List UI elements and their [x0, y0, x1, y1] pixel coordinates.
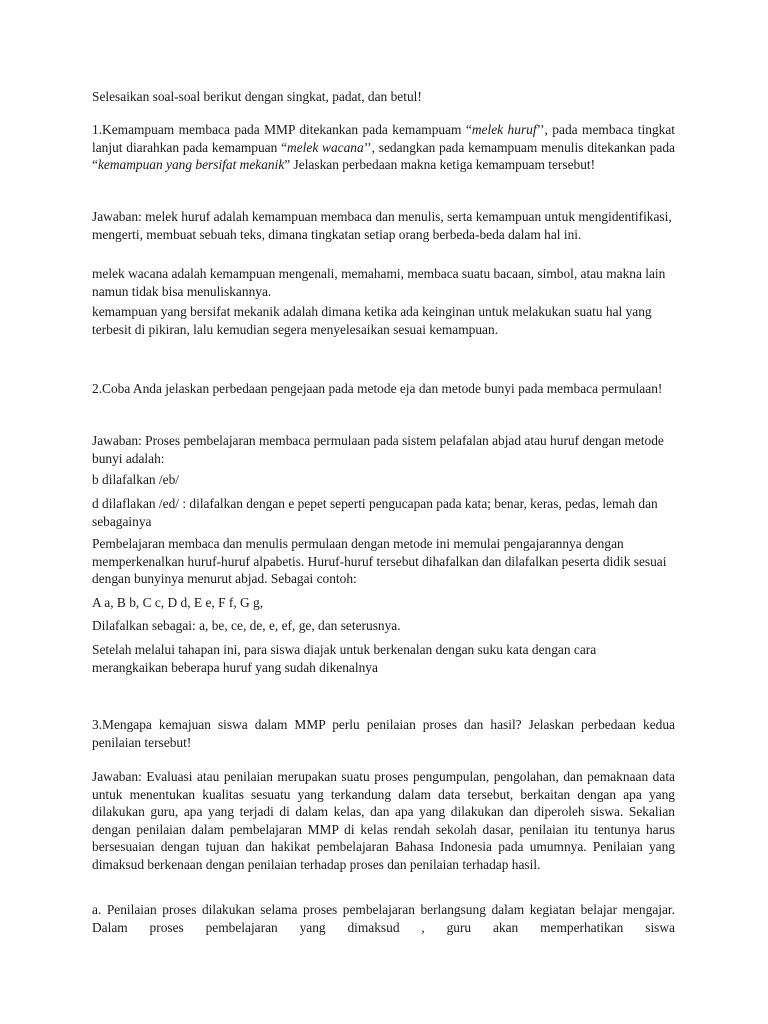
answer-3-paragraph-1: Jawaban: Evaluasi atau penilaian merupakan suatu proses pengumpulan, pengolahan, dan pemaknaan data untuk menentukan kualitas sesuatu yang terkandung dalam data tersebut, berkaitan dengan apa yang dilakukan guru, apa yang terjadi di dalam kelas, dan apa yang dilakukan dan diperoleh siswa. Sekalian dengan penilaian dalam pembelajaran MMP di kelas rendah sekolah dasar, penilaian itu tentunya harus bersesuaian dengan tujuan dan hakikat pembelajaran Bahasa Indonesia pada umumnya. Penilaian yang dimaksud berkenaan dengan penilaian terhadap proses dan penilaian terhadap hasil.: [92, 769, 675, 872]
answer-2-paragraph-6: Dilafalkan sebagai: a, be, ce, de, e, ef, ge, dan seterusnya.: [92, 618, 401, 633]
instruction-text: Selesaikan soal-soal berikut dengan singkat, padat, dan betul!: [92, 89, 422, 104]
answer-2-paragraph-1: Jawaban: Proses pembelajaran membaca permulaan pada sistem pelafalan abjad atau huruf dengan metode bunyi adalah:: [92, 433, 664, 466]
answer-2-paragraph-3: d dilaflakan /ed/ : dilafalkan dengan e pepet seperti pengucapan pada kata; benar, keras, pedas, lemah dan sebagainya: [92, 496, 658, 529]
answer-1-paragraph-1: Jawaban: melek huruf adalah kemampuan membaca dan menulis, serta kemampuan untuk mengidentifikasi, mengerti, membuat sebuah teks, dimana tingkatan setiap orang berbeda-beda dalam hal ini.: [92, 209, 672, 242]
question-2: 2.Coba Anda jelaskan perbedaan pengejaan pada metode eja dan metode bunyi pada membaca permulaan!: [92, 381, 663, 396]
question-1: 1.Kemampuam membaca pada MMP ditekankan pada kemampuam “melek huruf’’, pada membaca tingkat lanjut diarahkan pada kemampuan “melek wacana’’, sedangkan pada kemampuam menulis ditekankan pada “kemampuan yang bersifat mekanik” Jelaskan perbedaan makna ketiga kemampuam tersebut!: [92, 122, 675, 173]
answer-1-paragraph-2: melek wacana adalah kemampuan mengenali, memahami, membaca suatu bacaan, simbol, atau makna lain namun tidak bisa menuliskannya.: [92, 266, 666, 299]
answer-2-paragraph-5: A a, B b, C c, D d, E e, F f, G g,: [92, 595, 264, 610]
answer-2-paragraph-2: b dilafalkan /eb/: [92, 472, 180, 487]
answer-2-paragraph-4: Pembelajaran membaca dan menulis permulaan dengan metode ini memulai pengajarannya dengan memperkenalkan huruf-huruf alpabetis. Huruf-huruf tersebut dihafalkan dan dilafalkan peserta didik sesuai dengan bunyinya menurut abjad. Sebagai contoh:: [92, 536, 667, 587]
answer-1-paragraph-3: kemampuan yang bersifat mekanik adalah dimana ketika ada keinginan untuk melakukan suatu hal yang terbesit di pikiran, lalu kemudian segera menyelesaikan sesuai kemampuan.: [92, 304, 652, 337]
answer-2-paragraph-7: Setelah melalui tahapan ini, para siswa diajak untuk berkenalan dengan suku kata dengan cara merangkaikan beberapa huruf yang sudah dikenalnya: [92, 642, 597, 675]
question-3: 3.Mengapa kemajuan siswa dalam MMP perlu penilaian proses dan hasil? Jelaskan perbedaan kedua penilaian tersebut!: [92, 717, 675, 750]
answer-3-paragraph-2: a. Penilaian proses dilakukan selama proses pembelajaran berlangsung dalam kegiatan belajar mengajar. Dalam proses pembelajaran yang dimaksud , guru akan memperhatikan siswa: [92, 902, 675, 935]
